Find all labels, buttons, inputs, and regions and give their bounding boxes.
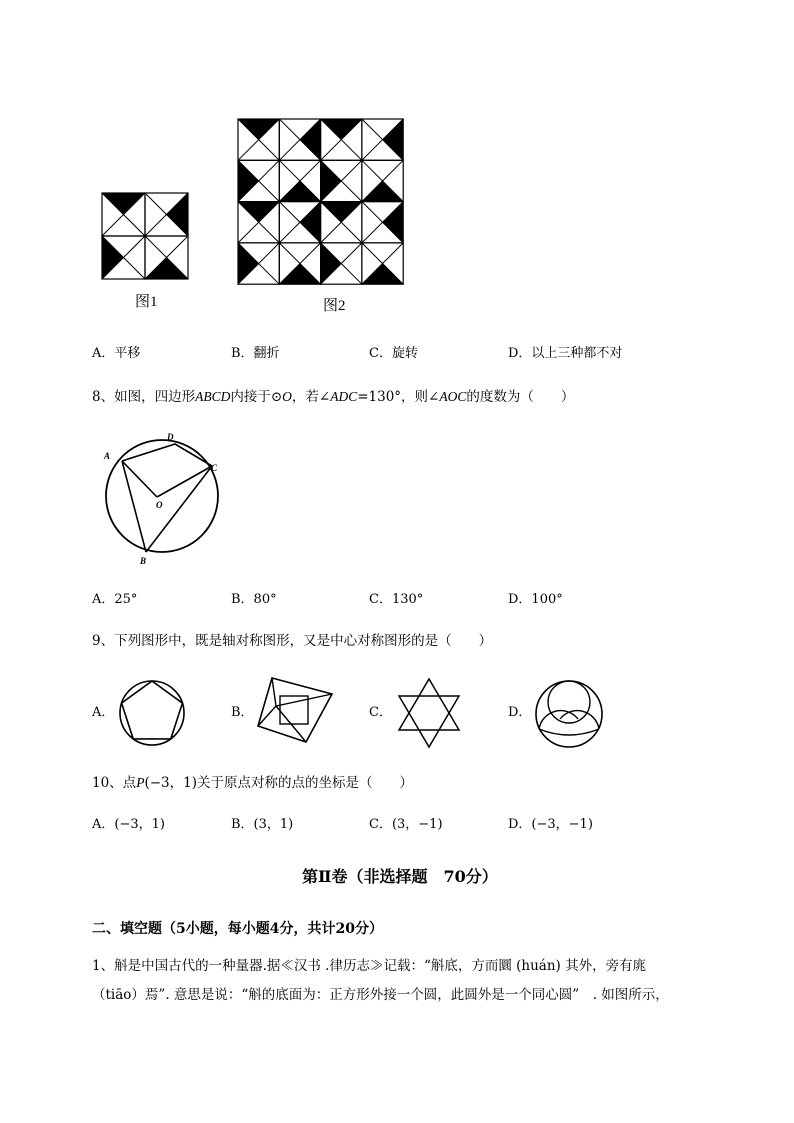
q10-option-c[interactable]: C．(3，−1) xyxy=(369,817,443,832)
q9-option-b-label[interactable]: B． xyxy=(231,705,254,720)
q9-option-b-figure[interactable] xyxy=(256,676,336,744)
point-b-label: B xyxy=(140,556,147,566)
black-triangle xyxy=(279,181,320,202)
q7-option-b[interactable]: B．翻折 xyxy=(231,346,280,361)
black-triangle xyxy=(102,236,124,279)
point-a-label: A xyxy=(104,451,111,461)
q10-option-d[interactable]: D．(−3，−1) xyxy=(508,817,593,832)
q9-stem: 9、下列图形中，既是轴对称图形，又是中心对称图形的是（ ） xyxy=(92,633,493,649)
q7-option-c[interactable]: C．旋转 xyxy=(369,346,418,361)
fill-in-section-heading: 二、填空题（5小题，每小题4分，共计20分） xyxy=(92,921,383,937)
black-triangle xyxy=(238,119,279,140)
black-triangle xyxy=(383,119,404,160)
q9-option-a-figure[interactable] xyxy=(118,679,186,747)
black-triangle xyxy=(321,119,362,140)
figure-2-caption: 图2 xyxy=(323,298,346,314)
black-triangle xyxy=(300,119,321,160)
black-triangle xyxy=(145,258,188,280)
q8-circle-diagram xyxy=(100,430,230,570)
q9-option-d-label[interactable]: D． xyxy=(508,705,532,720)
q7-option-d[interactable]: D．以上三种都不对 xyxy=(508,346,623,361)
figure-1-caption: 图1 xyxy=(135,294,158,310)
point-d-label: D xyxy=(167,432,174,442)
black-triangle xyxy=(321,243,342,284)
fill-1-line-1: 1、斛是中国古代的一种量器.据≪汉书 .律历志≫记载：“斛底，方而圜 (huán) 其外，旁有庣 xyxy=(92,958,647,974)
black-triangle xyxy=(362,264,403,285)
q9-option-c-label[interactable]: C． xyxy=(369,705,392,720)
q8-option-d[interactable]: D．100° xyxy=(508,592,563,607)
black-triangle xyxy=(238,160,259,201)
black-triangle xyxy=(102,193,145,215)
fill-1-line-2: （tiāo）焉”. 意思是说：“斛的底面为：正方形外接一个圆，此圆外是一个同心圆” . 如图所示， xyxy=(92,987,669,1003)
black-triangle xyxy=(238,243,259,284)
black-triangle xyxy=(321,160,342,201)
point-c-label: C xyxy=(211,463,218,473)
q8-stem: 8、如图，四边形ABCD内接于⊙O，若∠ADC=130°，则∠AOC的度数为（ ） xyxy=(92,389,575,405)
q8-option-a[interactable]: A．25° xyxy=(92,592,138,607)
figure-2-tiles xyxy=(238,119,404,284)
point-o-label: O xyxy=(156,500,163,510)
black-triangle xyxy=(383,202,404,243)
black-triangle xyxy=(362,181,403,202)
q8-option-c[interactable]: C．130° xyxy=(369,592,424,607)
q8-option-b[interactable]: B．80° xyxy=(231,592,277,607)
black-triangle xyxy=(167,193,189,236)
q10-option-a[interactable]: A．(−3，1) xyxy=(92,817,165,832)
q9-option-a-label[interactable]: A． xyxy=(92,705,115,720)
black-triangle xyxy=(238,202,279,223)
black-triangle xyxy=(321,202,362,223)
black-triangle xyxy=(300,202,321,243)
q10-option-b[interactable]: B．(3，1) xyxy=(231,817,294,832)
q9-option-c-figure[interactable] xyxy=(396,678,462,748)
q10-stem: 10、点P(−3，1)关于原点对称的点的坐标是（ ） xyxy=(92,775,413,791)
q7-option-a[interactable]: A．平移 xyxy=(92,346,141,361)
part-2-title: 第Ⅱ卷（非选择题 70分） xyxy=(302,867,498,886)
black-triangle xyxy=(279,264,320,285)
q9-option-d-figure[interactable] xyxy=(534,679,604,749)
figure-1-tiles xyxy=(102,193,188,279)
